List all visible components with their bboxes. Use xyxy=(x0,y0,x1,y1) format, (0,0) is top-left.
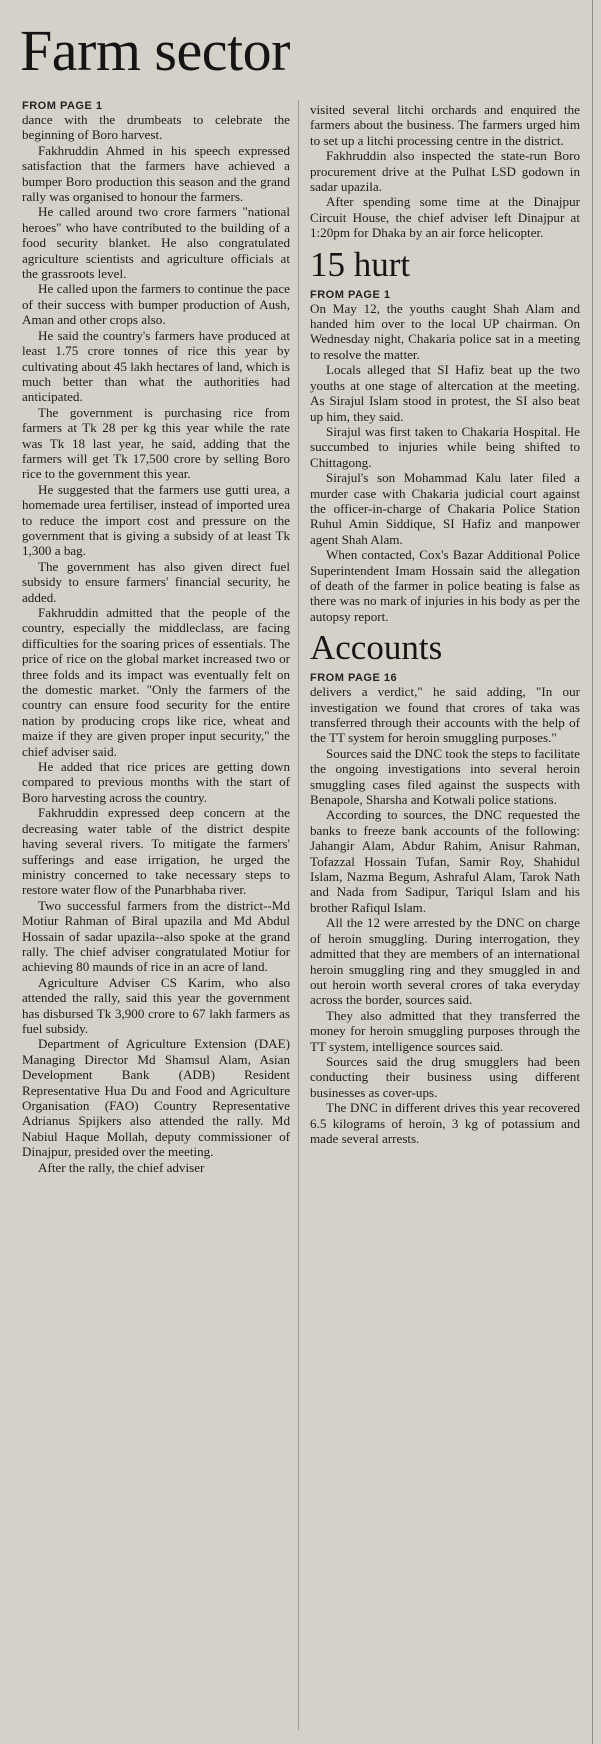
page-edge-rule xyxy=(592,0,593,1744)
article-paragraph: delivers a verdict," he said adding, "In our investigation we found that crores of taka was transferred through their accounts with the help of the TT system for heroin smuggling purposes." xyxy=(310,684,580,746)
article-paragraph: Fakhruddin also inspected the state-run Boro procurement drive at the Pulhat LSD godown in sadar upazila. xyxy=(310,148,580,195)
article-paragraph: Department of Agriculture Extension (DAE) Managing Director Md Shamsul Alam, Asian Development Bank (ADB) Resident Representative Hua Du and Food and Agriculture Organisation (FAO) Country Representative Adrianus Spijkers also attended the rally. Md Nabiul Haque Mollah, deputy commissioner of Dinajpur, presided over the meeting. xyxy=(22,1036,290,1160)
article-paragraph: Two successful farmers from the district--Md Motiur Rahman of Biral upazila and Md Abdul Hossain of sadar upazila--also spoke at the grand rally. The chief adviser congratulated Motiur for achieving 80 maunds of rice in an acre of land. xyxy=(22,897,290,975)
right-column xyxy=(310,102,580,1146)
article-paragraph: The government has also given direct fuel subsidy to ensure farmers' financial security, he added. xyxy=(22,558,290,605)
article-paragraph: Agriculture Adviser CS Karim, who also attended the rally, said this year the government has disbursed Tk 3,900 crore to 67 lakh farmers as fuel subsidy. xyxy=(22,974,290,1036)
article-paragraph: After spending some time at the Dinajpur Circuit House, the chief adviser left Dinajpur at 1:20pm for Dhaka by an air force helicopter. xyxy=(310,194,580,241)
article-paragraph: All the 12 were arrested by the DNC on charge of heroin smuggling. During interrogation, they admitted that they are members of an international heroin smuggling ring and they smuggled in and out heroin worth several crores of taka everyday across the border, sources said. xyxy=(310,915,580,1008)
article-paragraph: Locals alleged that SI Hafiz beat up the two youths at one stage of altercation at the meeting. As Sirajul Islam stood in protest, the SI also beat up him, they said. xyxy=(310,362,580,424)
article-paragraph: He called around two crore farmers "national heroes" who have contributed to the building of a food security blanket. He also congratulated agriculture scientists and agriculture officials at the grassroots level. xyxy=(22,204,290,282)
column-divider xyxy=(298,100,299,1730)
article-paragraph: Fakhruddin admitted that the people of the country, especially the middleclass, are facing difficulties for the soaring prices of essentials. The price of rice on the global market increased two or three folds and its impact was eventually felt on the domestic market. "Only the farmers of the country can ensure food security for the entire nation by producing crops like rice, wheat and maize if they are given proper input security," the chief adviser said. xyxy=(22,605,290,759)
headline-15-hurt: 15 hurt xyxy=(310,244,411,284)
article-paragraph: Sources said the DNC took the steps to facilitate the ongoing investigations into several heroin smuggling cases filed against the suspects with Benapole, Sharsha and Kotwali police stations. xyxy=(310,745,580,808)
article-paragraph: He suggested that the farmers use gutti urea, a homemade urea fertiliser, instead of imported urea to reduce the import cost and pressure on the government that is giving a subsidy of at least Tk 1,300 a bag. xyxy=(22,481,290,559)
article-paragraph: Sirajul's son Mohammad Kalu later filed a murder case with Chakaria judicial court against the officer-in-charge of Chakaria Police Station Ruhul Amin Siddique, SI Hafiz and manpower agent Shah Alam. xyxy=(310,470,580,547)
article-paragraph: The DNC in different drives this year recovered 6.5 kilograms of heroin, 3 kg of potassium and made several arrests. xyxy=(310,1100,580,1146)
article-paragraph: dance with the drumbeats to celebrate the beginning of Boro harvest. xyxy=(22,112,290,143)
article-paragraph: He called upon the farmers to continue the pace of their success with bumper production of Aush, Aman and other crops also. xyxy=(22,281,290,328)
article-paragraph: He added that rice prices are getting down compared to previous months with the start of Boro harvesting across the country. xyxy=(22,759,290,805)
kicker-from-page-1: FROM PAGE 1 xyxy=(22,100,103,112)
headline-accounts: Accounts xyxy=(310,628,443,668)
article-paragraph: When contacted, Cox's Bazar Additional Police Superintendent Imam Hossain said the allegation of death of the farmer in police beating is false as there was no mark of injuries in his body as per the autopsy report. xyxy=(310,547,580,624)
headline-farm-sector: Farm sector xyxy=(20,18,290,83)
kicker-from-page-16: FROM PAGE 16 xyxy=(310,672,398,685)
article-paragraph: They also admitted that they transferred the money for heroin smuggling purposes through the TT system, intelligence sources said. xyxy=(310,1007,580,1054)
article-paragraph: On May 12, the youths caught Shah Alam and handed him over to the local UP chairman. On Wednesday night, Chakaria police sat in a meeting to resolve the matter. xyxy=(310,300,580,362)
article-paragraph: visited several litchi orchards and enquired the farmers about the business. The farmers urged him to set up a litchi processing centre in the district. xyxy=(310,102,580,148)
article-paragraph: Sirajul was first taken to Chakaria Hospital. He succumbed to injuries while being shifted to Chittagong. xyxy=(310,423,580,470)
article-paragraph: After the rally, the chief adviser xyxy=(38,1159,205,1175)
article-paragraph: Fakhruddin Ahmed in his speech expressed satisfaction that the farmers have achieved a bumper Boro production this season and the grand rally was organised to honour the farmers. xyxy=(22,142,290,205)
article-paragraph: Sources said the drug smugglers had been conducting their business using different businesses as cover-ups. xyxy=(310,1053,580,1100)
article-paragraph: The government is purchasing rice from farmers at Tk 28 per kg this year while the rate was Tk 18 last year, he said, adding that the farmers will get Tk 17,500 crore by selling Boro rice to the government this year. xyxy=(22,404,290,482)
article-paragraph: Fakhruddin expressed deep concern at the decreasing water table of the district despite having several rivers. To mitigate the farmers' sufferings and ease irrigation, he urged the ministry concerned to take necessary steps to restore water flow of the Punarbhaba river. xyxy=(22,805,290,898)
article-paragraph: He said the country's farmers have produced at least 1.75 crore tonnes of rice this year by cultivating about 45 lakh hectares of land, which is much better than what the authorities had anticipated. xyxy=(22,327,290,405)
kicker-from-page-1: FROM PAGE 1 xyxy=(310,288,391,301)
left-column xyxy=(22,100,290,1175)
article-paragraph: According to sources, the DNC requested the banks to freeze bank accounts of the following: Jahangir Alam, Abdur Rahim, Anisur Rahman, Tofazzal Hossain Tufan, Samir Roy, Shahidul Islam, Nazma Begum, Ashraful Alam, Tarok Nath and Nada from Sadipur, Tariqul Islam and his brother Rafiqul Islam. xyxy=(310,807,580,915)
